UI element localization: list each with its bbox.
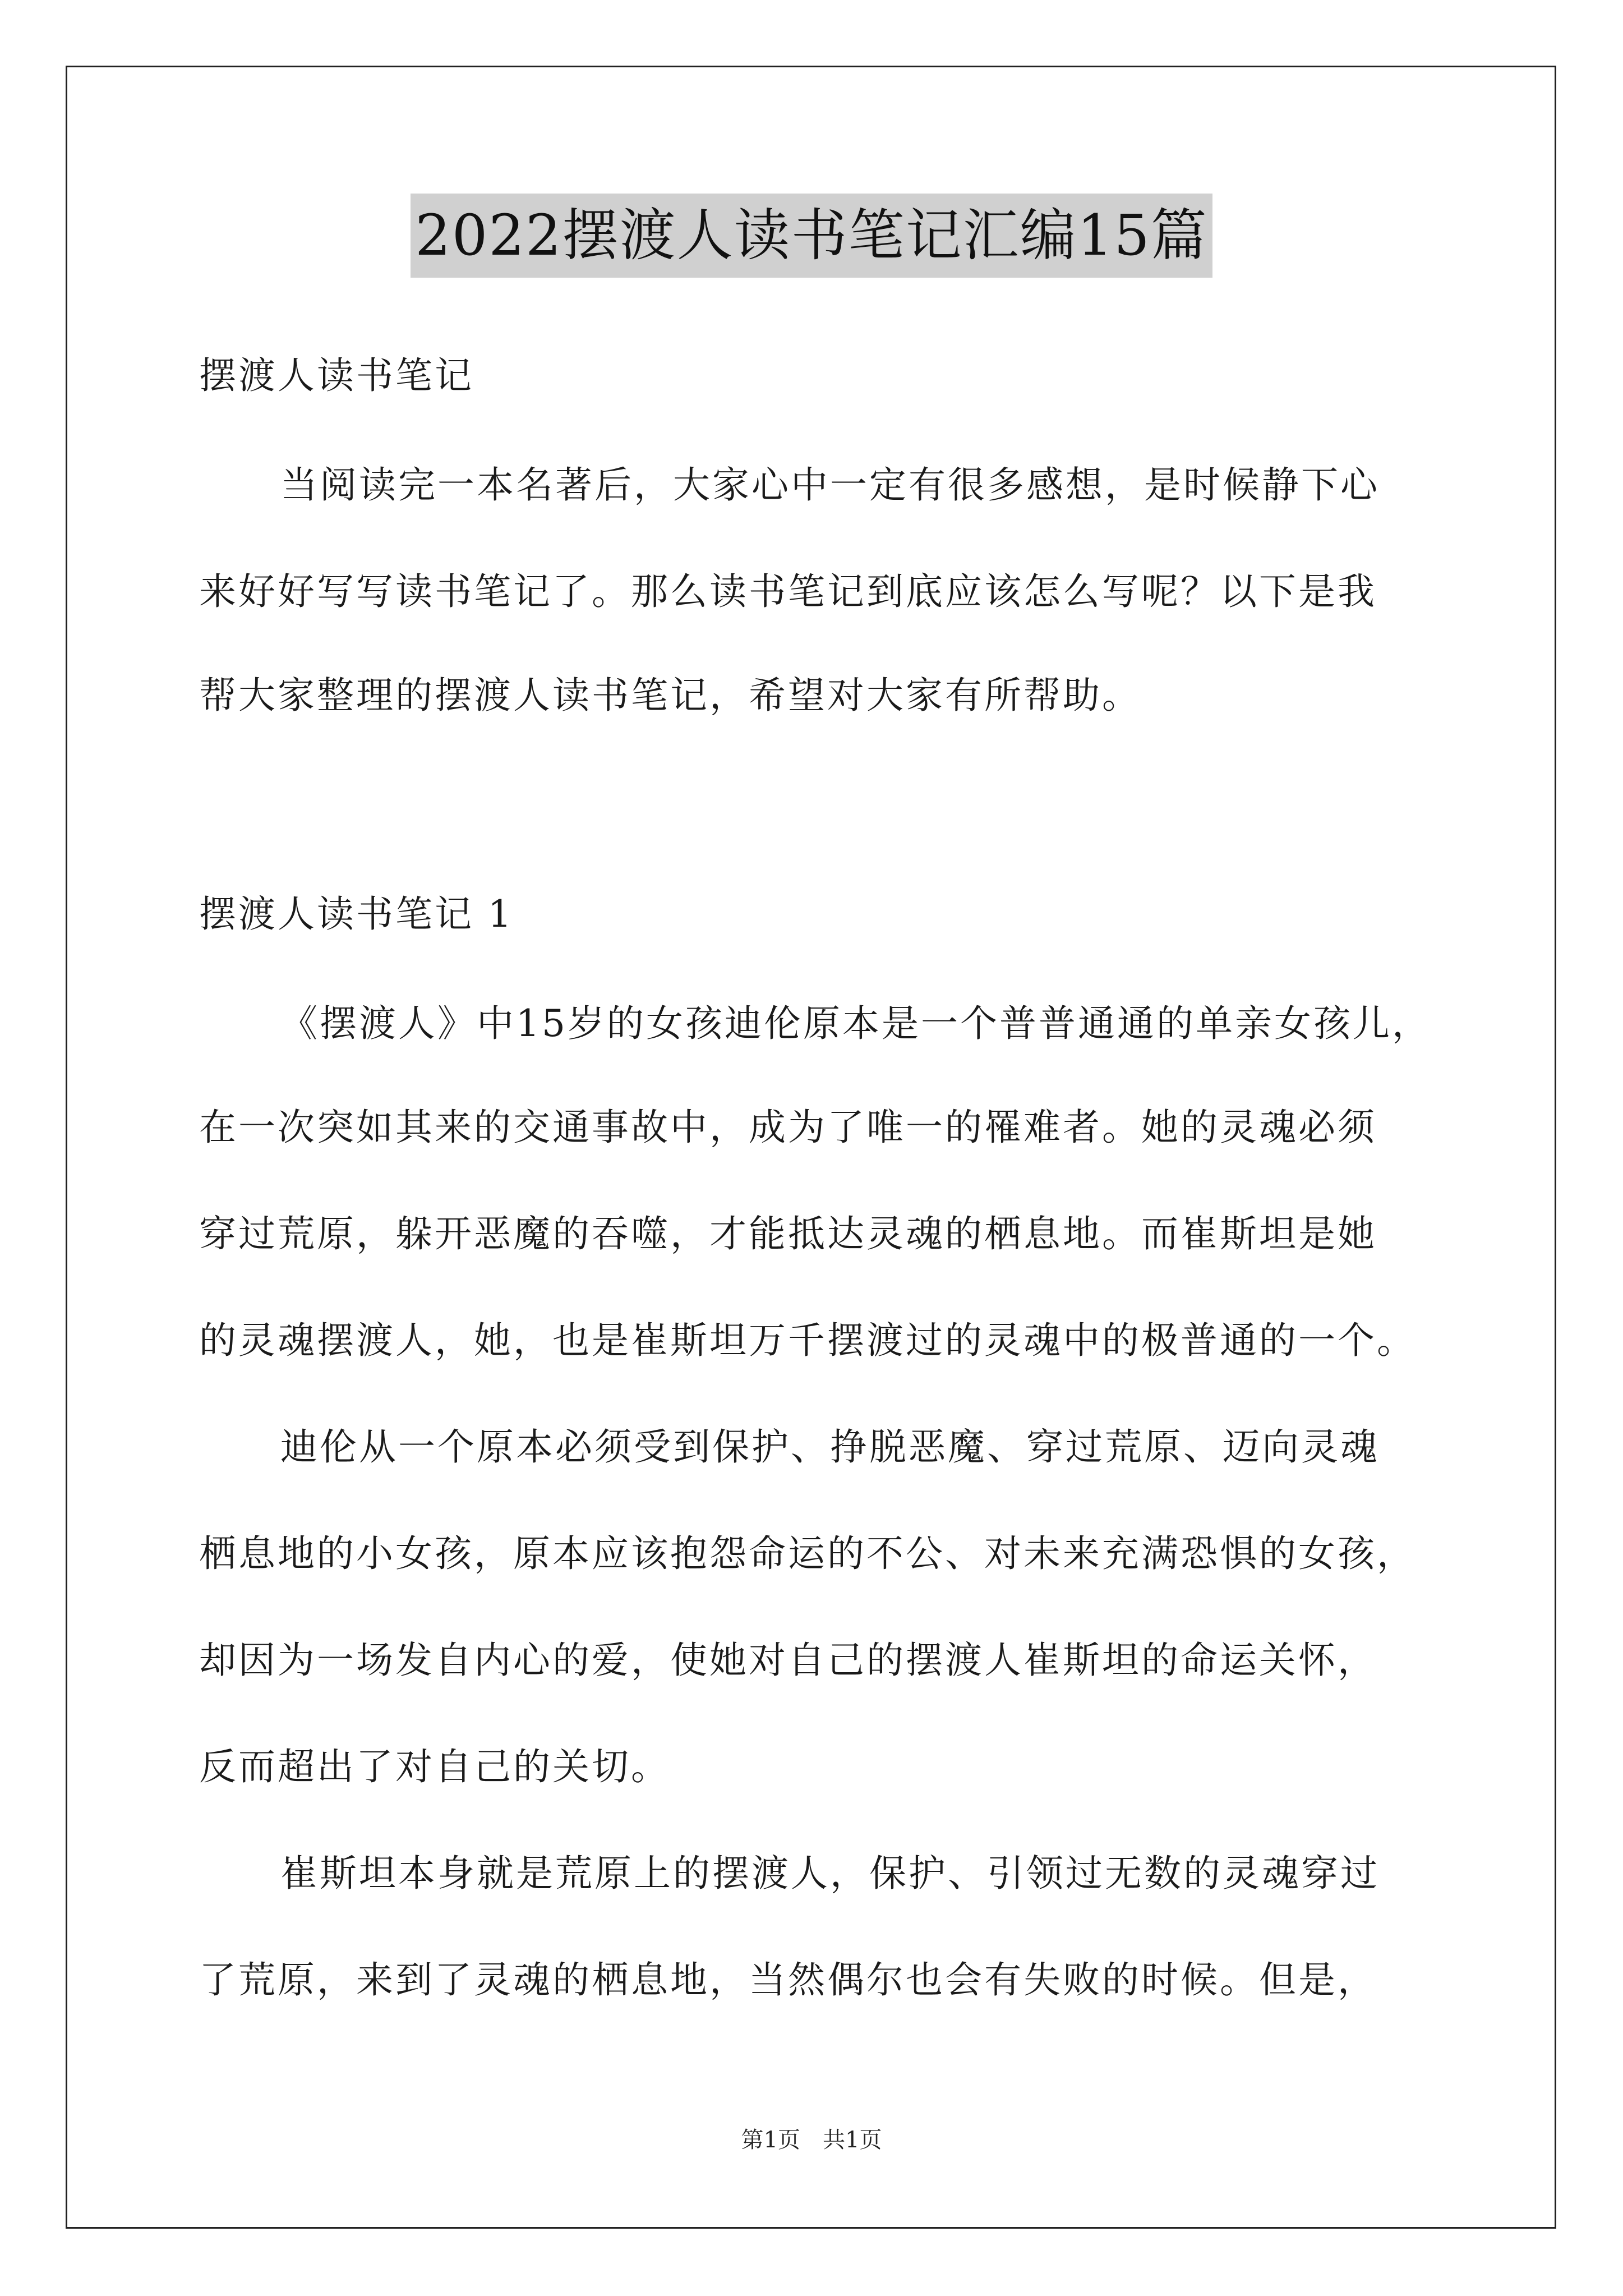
section-heading: 摆渡人读书笔记: [199, 354, 474, 397]
paragraph-line: 栖息地的小女孩，原本应该抱怨命运的不公、对未来充满恐惧的女孩，: [199, 1532, 1416, 1575]
paragraph-line: 崔斯坦本身就是荒原上的摆渡人，保护、引领过无数的灵魂穿过: [280, 1852, 1380, 1895]
title-wrap: [0, 194, 1623, 278]
paragraph-line: 帮大家整理的摆渡人读书笔记，希望对大家有所帮助。: [199, 674, 1141, 717]
paragraph-line: 却因为一场发自内心的爱，使她对自己的摆渡人崔斯坦的命运关怀，: [199, 1639, 1377, 1682]
paragraph-line: 当阅读完一本名著后，大家心中一定有很多感想，是时候静下心: [280, 463, 1380, 507]
paragraph-line: 《摆渡人》中15岁的女孩迪伦原本是一个普普通通的单亲女孩儿，: [280, 1002, 1431, 1045]
paragraph-line: 反而超出了对自己的关切。: [199, 1745, 670, 1788]
document-title: 2022摆渡人读书笔记汇编15篇: [411, 194, 1212, 278]
section-heading: 摆渡人读书笔记 1: [199, 892, 514, 936]
paragraph-line: 迪伦从一个原本必须受到保护、挣脱恶魔、穿过荒原、迈向灵魂: [280, 1425, 1380, 1469]
paragraph-line: 了荒原，来到了灵魂的栖息地，当然偶尔也会有失败的时候。但是，: [199, 1958, 1377, 2001]
page-footer: 第1页 共1页: [741, 2127, 882, 2153]
paragraph-line: 来好好写写读书笔记了。那么读书笔记到底应该怎么写呢？以下是我: [199, 570, 1377, 613]
paragraph-line: 在一次突如其来的交通事故中，成为了唯一的罹难者。她的灵魂必须: [199, 1106, 1377, 1149]
paragraph-line: 的灵魂摆渡人，她，也是崔斯坦万千摆渡过的灵魂中的极普通的一个。: [199, 1319, 1416, 1362]
paragraph-line: 穿过荒原，躲开恶魔的吞噬，才能抵达灵魂的栖息地。而崔斯坦是她: [199, 1212, 1377, 1255]
